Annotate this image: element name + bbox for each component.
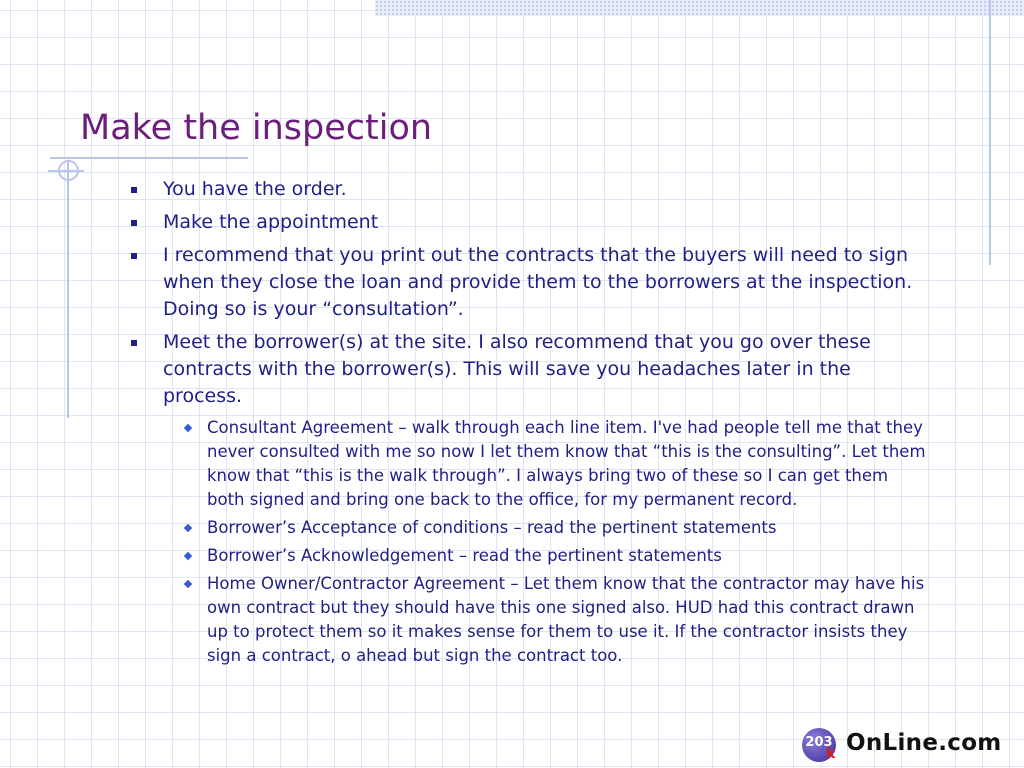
square-bullet-icon [131, 340, 137, 346]
bullet-text: Meet the borrower(s) at the site. I also recommend that you go over these contracts with the borrower(s). This will save you headaches later in the process. [163, 331, 871, 407]
sub-bullet-item [128, 544, 928, 568]
bullet-text: I recommend that you print out the contracts that the buyers will need to sign when they close the loan and provide them to the borrowers at the inspection. Doing so is your “consultation”. [163, 244, 913, 320]
ornament-crossline [48, 170, 84, 172]
bullet-item [128, 329, 928, 410]
sub-bullet-text: Borrower’s Acceptance of conditions – read the pertinent statements [207, 518, 777, 537]
title-underline [50, 157, 248, 159]
diamond-bullet-icon [184, 552, 192, 560]
logo-text: OnLine.com [846, 730, 1002, 756]
bullet-item [128, 242, 928, 323]
diamond-bullet-icon [184, 424, 192, 432]
sub-bullet-item [128, 416, 928, 512]
logo-badge-icon: 203 [802, 728, 836, 762]
sub-bullet-item [128, 572, 928, 668]
square-bullet-icon [131, 220, 137, 226]
square-bullet-icon [131, 253, 137, 259]
logo-mark: k [826, 746, 836, 762]
square-bullet-icon [131, 187, 137, 193]
slide-title: Make the inspection [80, 108, 433, 148]
sub-bullet-text: Home Owner/Contractor Agreement – Let them know that the contractor may have his own contract but they should have this one signed also. HUD had this contract drawn up to protect them so it makes sense for them to use it. If the contractor insists they sign a contract, o ahead but sign the contract too. [207, 574, 925, 665]
sub-bullet-text: Consultant Agreement – walk through each line item. I've had people tell me that they never consulted with me so now I let them know that “this is the consulting”. Let them know that “this is the walk through”. I always bring two of these so I can get them both signed and bring one back to the office, for my permanent record. [207, 418, 926, 509]
bullet-item [128, 176, 928, 203]
slide-body [128, 176, 928, 672]
brand-logo [802, 726, 1017, 764]
bullet-text: Make the appointment [163, 211, 379, 233]
bullet-item [128, 209, 928, 236]
top-decorative-band [375, 0, 1024, 16]
sub-bullet-text: Borrower’s Acknowledgement – read the pertinent statements [207, 546, 722, 565]
diamond-bullet-icon [184, 524, 192, 532]
diamond-bullet-icon [184, 580, 192, 588]
bullet-text: You have the order. [163, 178, 347, 200]
right-decorative-line [989, 0, 991, 265]
sub-bullet-item [128, 516, 928, 540]
left-decorative-line [67, 160, 69, 418]
